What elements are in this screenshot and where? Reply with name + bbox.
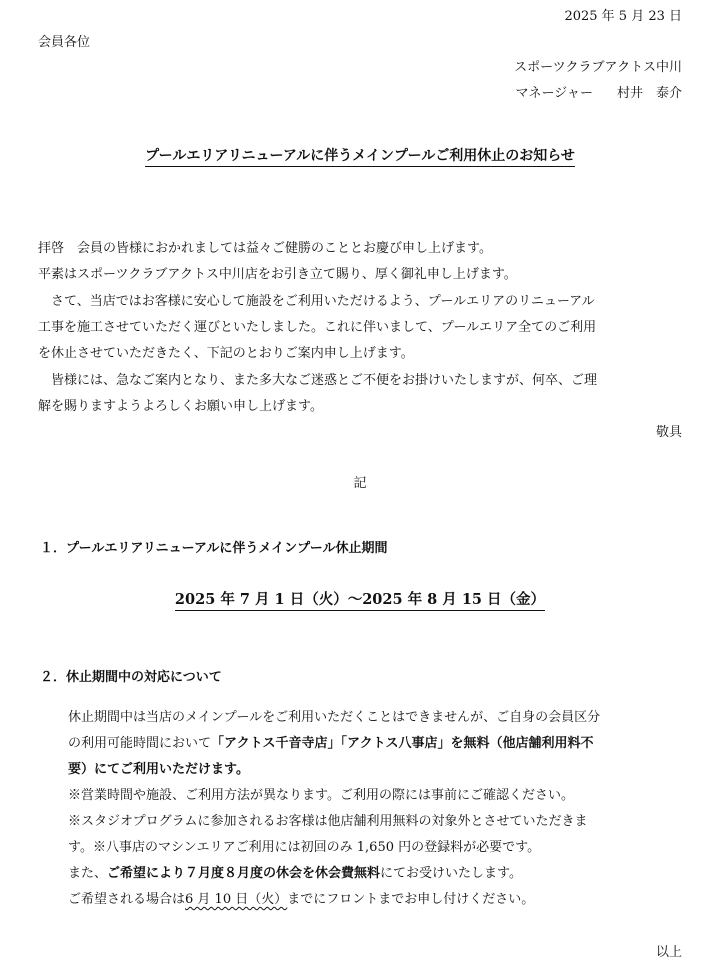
intro-line-3: さて、当店ではお客様に安心して施設をご利用いただけるよう、プールエリアのリニューアル <box>38 294 595 309</box>
section-2-line-2: の利用可能時間において「アクトス千音寺店」「アクトス八事店」を無料（他店舗利用料不 <box>68 736 594 751</box>
section-1-heading: １．プールエリアリニューアルに伴うメインプール休止期間 <box>40 541 388 556</box>
section-2-heading: ２．休止期間中の対応について <box>40 670 222 685</box>
intro-line-1: 拝啓 会員の皆様におかれましては益々ご健勝のこととお慶び申し上げます。 <box>38 241 492 256</box>
sender-title: マネージャー <box>515 86 593 101</box>
sender-person <box>516 82 683 101</box>
suspension-period: 2025 年 7 月 1 日（火）～2025 年 8 月 15 日（金） <box>0 588 720 609</box>
intro-line-4: 工事を施工させていただく運びといたしました。これに伴いまして、プールエリア全てのご利用 <box>38 320 597 335</box>
document-title: プールエリアリニューアルに伴うメインプールご利用休止のお知らせ <box>0 145 720 165</box>
section-2-line-3: 要）にてご利用いただけます。 <box>68 762 249 777</box>
sender-org: スポーツクラブアクトス中川 <box>514 60 682 75</box>
deadline-date: 6 月 10 日（火） <box>185 892 288 907</box>
intro-line-5: を休止させていただきたく、下記のとおりご案内申し上げます。 <box>38 346 414 361</box>
section-2-line-7: また、ご希望により７月度８月度の休会を休会費無料にてお受けいたします。 <box>68 866 522 881</box>
section-2-line-1: 休止期間中は当店のメインプールをご利用いただくことはできませんが、ご自身の会員区分 <box>68 710 601 725</box>
section-2-line-5: ※スタジオプログラムに参加されるお客様は他店舗利用無料の対象外とさせていただきま <box>68 814 588 829</box>
intro-line-7: 解を賜りますようよろしくお願い申し上げます。 <box>38 399 323 414</box>
document-date: 2025 年 5 月 23 日 <box>564 9 682 24</box>
recipient: 会員各位 <box>38 35 91 50</box>
end-marker: 以上 <box>655 945 682 960</box>
sender-name: 村井 泰介 <box>616 86 682 101</box>
intro-line-2: 平素はスポーツクラブアクトス中川店をお引き立て賜り、厚く御礼申し上げます。 <box>38 267 517 282</box>
section-2-line-4: ※営業時間や施設、ご利用方法が異なります。ご利用の際には事前にご確認ください。 <box>68 788 574 803</box>
ki-marker: 記 <box>353 476 367 491</box>
section-2-line-6: す。※八事店のマシンエリアご利用には初回のみ 1,650 円の登録料が必要です。 <box>68 840 541 855</box>
section-2-line-8: ご希望される場合は6 月 10 日（火）までにフロントまでお申し付けください。 <box>68 892 535 907</box>
intro-line-6: 皆様には、急なご案内となり、また多大なご迷惑とご不便をお掛けいたしますが、何卒、ご理 <box>38 373 598 388</box>
closing-keigu: 敬具 <box>655 425 682 440</box>
